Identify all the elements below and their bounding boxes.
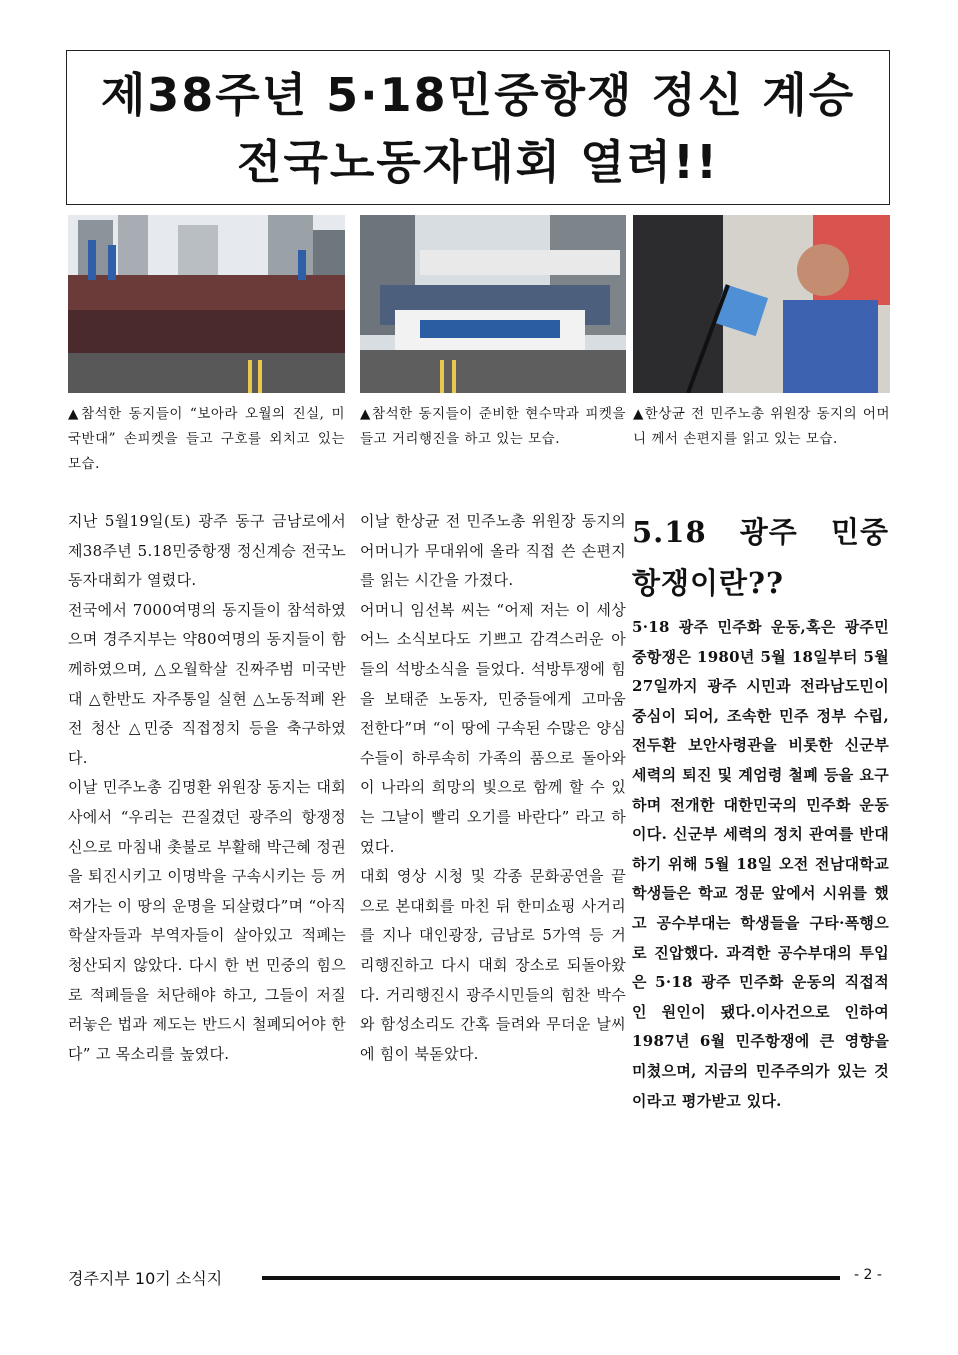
page-number: - 2 - <box>854 1267 882 1283</box>
article-paragraph: 대회 영상 시청 및 각종 문화공연을 끝으로 본대회를 마친 뒤 한미쇼핑 사거리를 지나 대인광장, 금남로 5가역 등 거리행진하고 다시 대회 장소로 되돌아왔다. 거리행진시 광주시민들의 힘찬 박수와 함성소리도 간혹 들려와 무더운 날씨에 힘이 북돋았다. <box>360 867 626 1063</box>
sidebar-title <box>632 507 889 609</box>
article-column-1 <box>68 507 346 1069</box>
headline-box <box>66 50 890 205</box>
article-paragraph: 어머니 임선복 씨는 “어제 저는 이 세상 어느 소식보다도 기쁘고 감격스러운 아들의 석방소식을 들었다. 석방투쟁에 힘을 보태준 노동자, 민중들에게 고마움 전한다”며 “이 땅에 구속된 수많은 양심수들이 하루속히 가족의 품으로 돌아와 이 나라의 희망의 빛으로 함께 할 수 있는 그날이 빨리 오기를 바란다” 라고 하였다. <box>360 600 626 856</box>
photo-caption-3: ▲한상균 전 민주노총 위원장 동지의 어머니 께서 손편지를 읽고 있는 모습. <box>633 406 890 447</box>
article-paragraph: 이날 한상균 전 민주노총 위원장 동지의 어머니가 무대위에 올라 직접 쓴 손편지를 읽는 시간을 가졌다. <box>360 512 626 590</box>
footer-newsletter-label: 경주지부 10기 소식지 <box>68 1269 223 1288</box>
photo-street-march <box>360 215 626 393</box>
headline-line-2: 전국노동자대회 열려!! <box>237 135 719 189</box>
article-paragraph: 전국에서 7000여명의 동지들이 참석하였으며 경주지부는 약80여명의 동지들이 함께하였으며, △오월학살 진짜주범 미국반대 △한반도 자주통일 실현 △노동적폐 완전 청산 △민중 직접정치 등을 축구하였다. <box>68 600 346 767</box>
article-paragraph: 이날 민주노총 김명환 위원장 동지는 대회사에서 “우리는 끈질겼던 광주의 항쟁정신으로 마침내 촛불로 부활해 박근혜 정권을 퇴진시키고 이명박을 구속시키는 등 꺼져가는 이 땅의 운명을 되살렸다”며 “아직 학살자들과 부역자들이 살아있고 적폐는 청산되지 않았다. 다시 한 번 민중의 힘으로 적폐들을 처단해야 하고, 그들이 저질러놓은 법과 제도는 반드시 철폐되어야 한다” 고 목소리를 높였다. <box>68 778 346 1063</box>
article-paragraph: 지난 5월19일(토) 광주 동구 금남로에서 제38주년 5.18민중항쟁 정신계승 전국노동자대회가 열렸다. <box>68 512 346 590</box>
sidebar-title-line-1: 5.18 광주 민중 <box>632 515 889 549</box>
article-column-2 <box>360 507 626 1069</box>
footer-rule <box>262 1276 840 1280</box>
photo-caption-1: ▲참석한 동지들이 “보아라 오월의 진실, 미국반대” 손피켓을 들고 구호를 외치고 있는 모습. <box>68 406 345 472</box>
sidebar-title-line-2: 항쟁이란?? <box>632 566 785 600</box>
sidebar-518-explainer <box>632 507 889 1116</box>
headline-line-1: 제38주년 5·18민중항쟁 정신 계승 <box>100 68 856 122</box>
photo-mother-speech <box>633 215 890 393</box>
sidebar-body: 5·18 광주 민주화 운동,혹은 광주민중항쟁은 1980년 5월 18일부터 5월 27일까지 광주 시민과 전라남도민이 중심이 되어, 조속한 민주 정부 수립, 전두환 보안사령관을 비롯한 신군부 세력의 퇴진 및 계엄령 철폐 등을 요구하며 전개한 대한민국의 민주화 운동이다. 신군부 세력의 정치 관여를 반대하기 위해 5월 18일 오전 전남대학교 학생들은 학교 정문 앞에서 시위를 했고 공수부대는 학생들을 구타·폭행으로 진압했다. 과격한 공수부대의 투입은 5·18 광주 민주화 운동의 직접적인 원인이 됐다.이사건으로 인하여 1987년 6월 민주항쟁에 큰 영향을 미쳤으며, 지금의 민주주의가 있는 것이라고 평가받고 있다. <box>632 618 889 1110</box>
photo-rally-crowd <box>68 215 345 393</box>
photo-caption-2: ▲참석한 동지들이 준비한 현수막과 피켓을 들고 거리행진을 하고 있는 모습. <box>360 406 626 447</box>
